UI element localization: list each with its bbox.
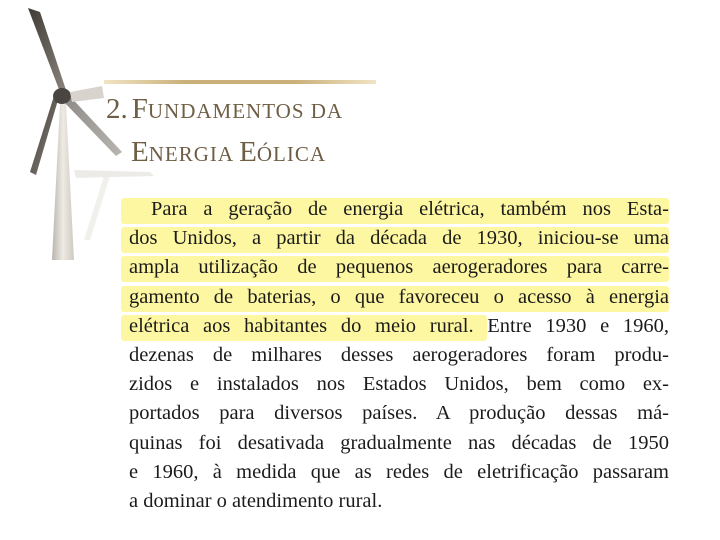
body-line-mixed [129, 312, 669, 341]
section-title-line-2 [106, 133, 343, 176]
body-line: quinas foi desativada gradualmente nas décadas de 1950 [129, 431, 669, 454]
title-cap: E [239, 136, 257, 168]
title-rest: ÓLICA [256, 142, 327, 166]
body-line: ampla utilização de pequenos aerogeradores para carre- [129, 256, 669, 279]
body-line: Para a geração de energia elétrica, também nos Esta- [151, 198, 669, 220]
body-line: zidos e instalados nos Estados Unidos, bem como ex- [129, 373, 669, 396]
body-line: dezenas de milhares desses aerogeradores foram produ- [129, 344, 669, 367]
body-paragraph [129, 195, 669, 516]
body-line: a dominar o atendimento rural. [129, 490, 383, 513]
title-rule [104, 80, 376, 84]
section-title-line-1 [106, 90, 343, 133]
title-rest: UNDAMENTOS DA [147, 99, 344, 123]
body-text-continuation: Entre 1930 e 1960, [473, 314, 670, 337]
highlighted-sentence-end: elétrica aos habitantes do meio rural. [129, 314, 474, 337]
body-line: portados para diversos países. A produção dessas má- [129, 402, 669, 425]
section-number: 2. [106, 93, 128, 125]
title-cap: F [131, 93, 148, 125]
title-rest: NERGIA [148, 142, 240, 166]
body-line: gamento de baterias, o que favoreceu o acesso à energia [129, 285, 669, 308]
title-cap: E [131, 136, 149, 168]
body-line: e 1960, à medida que as redes de eletrificação passaram [129, 460, 669, 483]
section-title [106, 90, 343, 176]
body-line: dos Unidos, a partir da década de 1930, iniciou-se uma [129, 227, 669, 250]
